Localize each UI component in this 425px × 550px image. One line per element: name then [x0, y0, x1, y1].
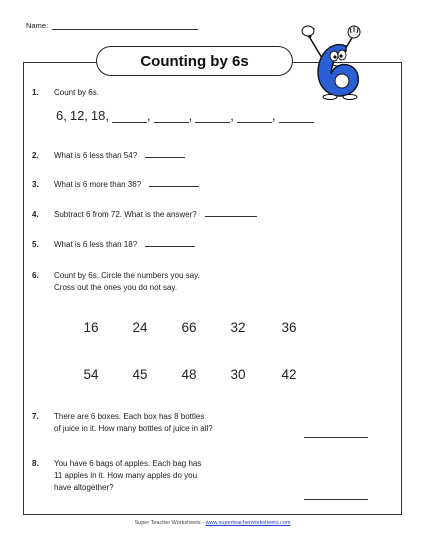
worksheet-title: Counting by 6s: [96, 46, 293, 76]
sequence-blank[interactable]: [112, 111, 147, 123]
circle-number[interactable]: 48: [181, 367, 197, 382]
circle-number[interactable]: 24: [132, 320, 148, 335]
question-6: [32, 270, 200, 294]
sequence-value: 18,: [90, 108, 109, 123]
footer-separator: -: [200, 520, 206, 526]
name-blank-line[interactable]: [52, 21, 198, 30]
question-3: [32, 178, 199, 191]
circle-number[interactable]: 54: [83, 367, 99, 382]
question-text: Count by 6s.: [54, 88, 99, 97]
name-label: Name:: [26, 21, 49, 30]
question-number: 1.: [32, 88, 39, 97]
count-sequence: 6, 12, 18, , , , ,: [56, 108, 314, 123]
answer-blank[interactable]: [145, 238, 195, 247]
question-number: 3.: [32, 180, 39, 189]
footer-link[interactable]: www.superteacherworksheets.com: [205, 520, 291, 526]
footer-brand: Super Teacher Worksheets: [134, 520, 201, 526]
question-1: [32, 87, 99, 99]
answer-blank[interactable]: [149, 178, 199, 187]
circle-number[interactable]: 66: [181, 320, 197, 335]
circle-number[interactable]: 30: [230, 367, 246, 382]
question-4: [32, 208, 257, 221]
question-text: What is 6 less than 54?: [54, 151, 138, 160]
circle-number[interactable]: 32: [230, 320, 246, 335]
question-text-line: 11 apples in it. How many apples do you: [54, 471, 198, 480]
question-number: 7.: [32, 412, 39, 421]
question-text: What is 6 more than 36?: [54, 180, 142, 189]
sequence-blank[interactable]: [279, 111, 314, 123]
circle-number[interactable]: 36: [281, 320, 297, 335]
number-six-cartoon-icon: [296, 24, 368, 100]
sequence-value: 12,: [69, 108, 88, 123]
question-number: 8.: [32, 459, 39, 468]
answer-blank[interactable]: [304, 428, 368, 438]
sequence-blank[interactable]: [237, 111, 272, 123]
circle-number[interactable]: 42: [281, 367, 297, 382]
question-2: [32, 149, 185, 162]
question-number: 2.: [32, 151, 39, 160]
question-number: 4.: [32, 210, 39, 219]
question-text-line: You have 6 bags of apples. Each bag has: [54, 459, 202, 468]
name-field-row: [26, 21, 198, 30]
sequence-blank[interactable]: [154, 111, 189, 123]
question-text-line: There are 6 boxes. Each box has 8 bottles: [54, 412, 205, 421]
question-8: [32, 458, 201, 494]
question-text: Subtract 6 from 72. What is the answer?: [54, 210, 197, 219]
footer: [0, 520, 425, 526]
sequence-blank[interactable]: [195, 111, 230, 123]
question-5: [32, 238, 195, 251]
answer-blank[interactable]: [205, 208, 257, 217]
question-text-line: of juice in it. How many bottles of juice in all?: [54, 424, 213, 433]
question-number: 6.: [32, 271, 39, 280]
question-text: What is 6 less than 18?: [54, 240, 138, 249]
circle-number[interactable]: 45: [132, 367, 148, 382]
circle-number[interactable]: 16: [83, 320, 99, 335]
question-text-line: have altogether?: [54, 483, 114, 492]
question-text-line: Cross out the ones you do not say.: [54, 283, 178, 292]
question-number: 5.: [32, 240, 39, 249]
answer-blank[interactable]: [304, 490, 368, 500]
answer-blank[interactable]: [145, 149, 185, 158]
question-7: [32, 411, 213, 435]
sequence-value: 6,: [56, 108, 67, 123]
question-text-line: Count by 6s. Circle the numbers you say.: [54, 271, 200, 280]
